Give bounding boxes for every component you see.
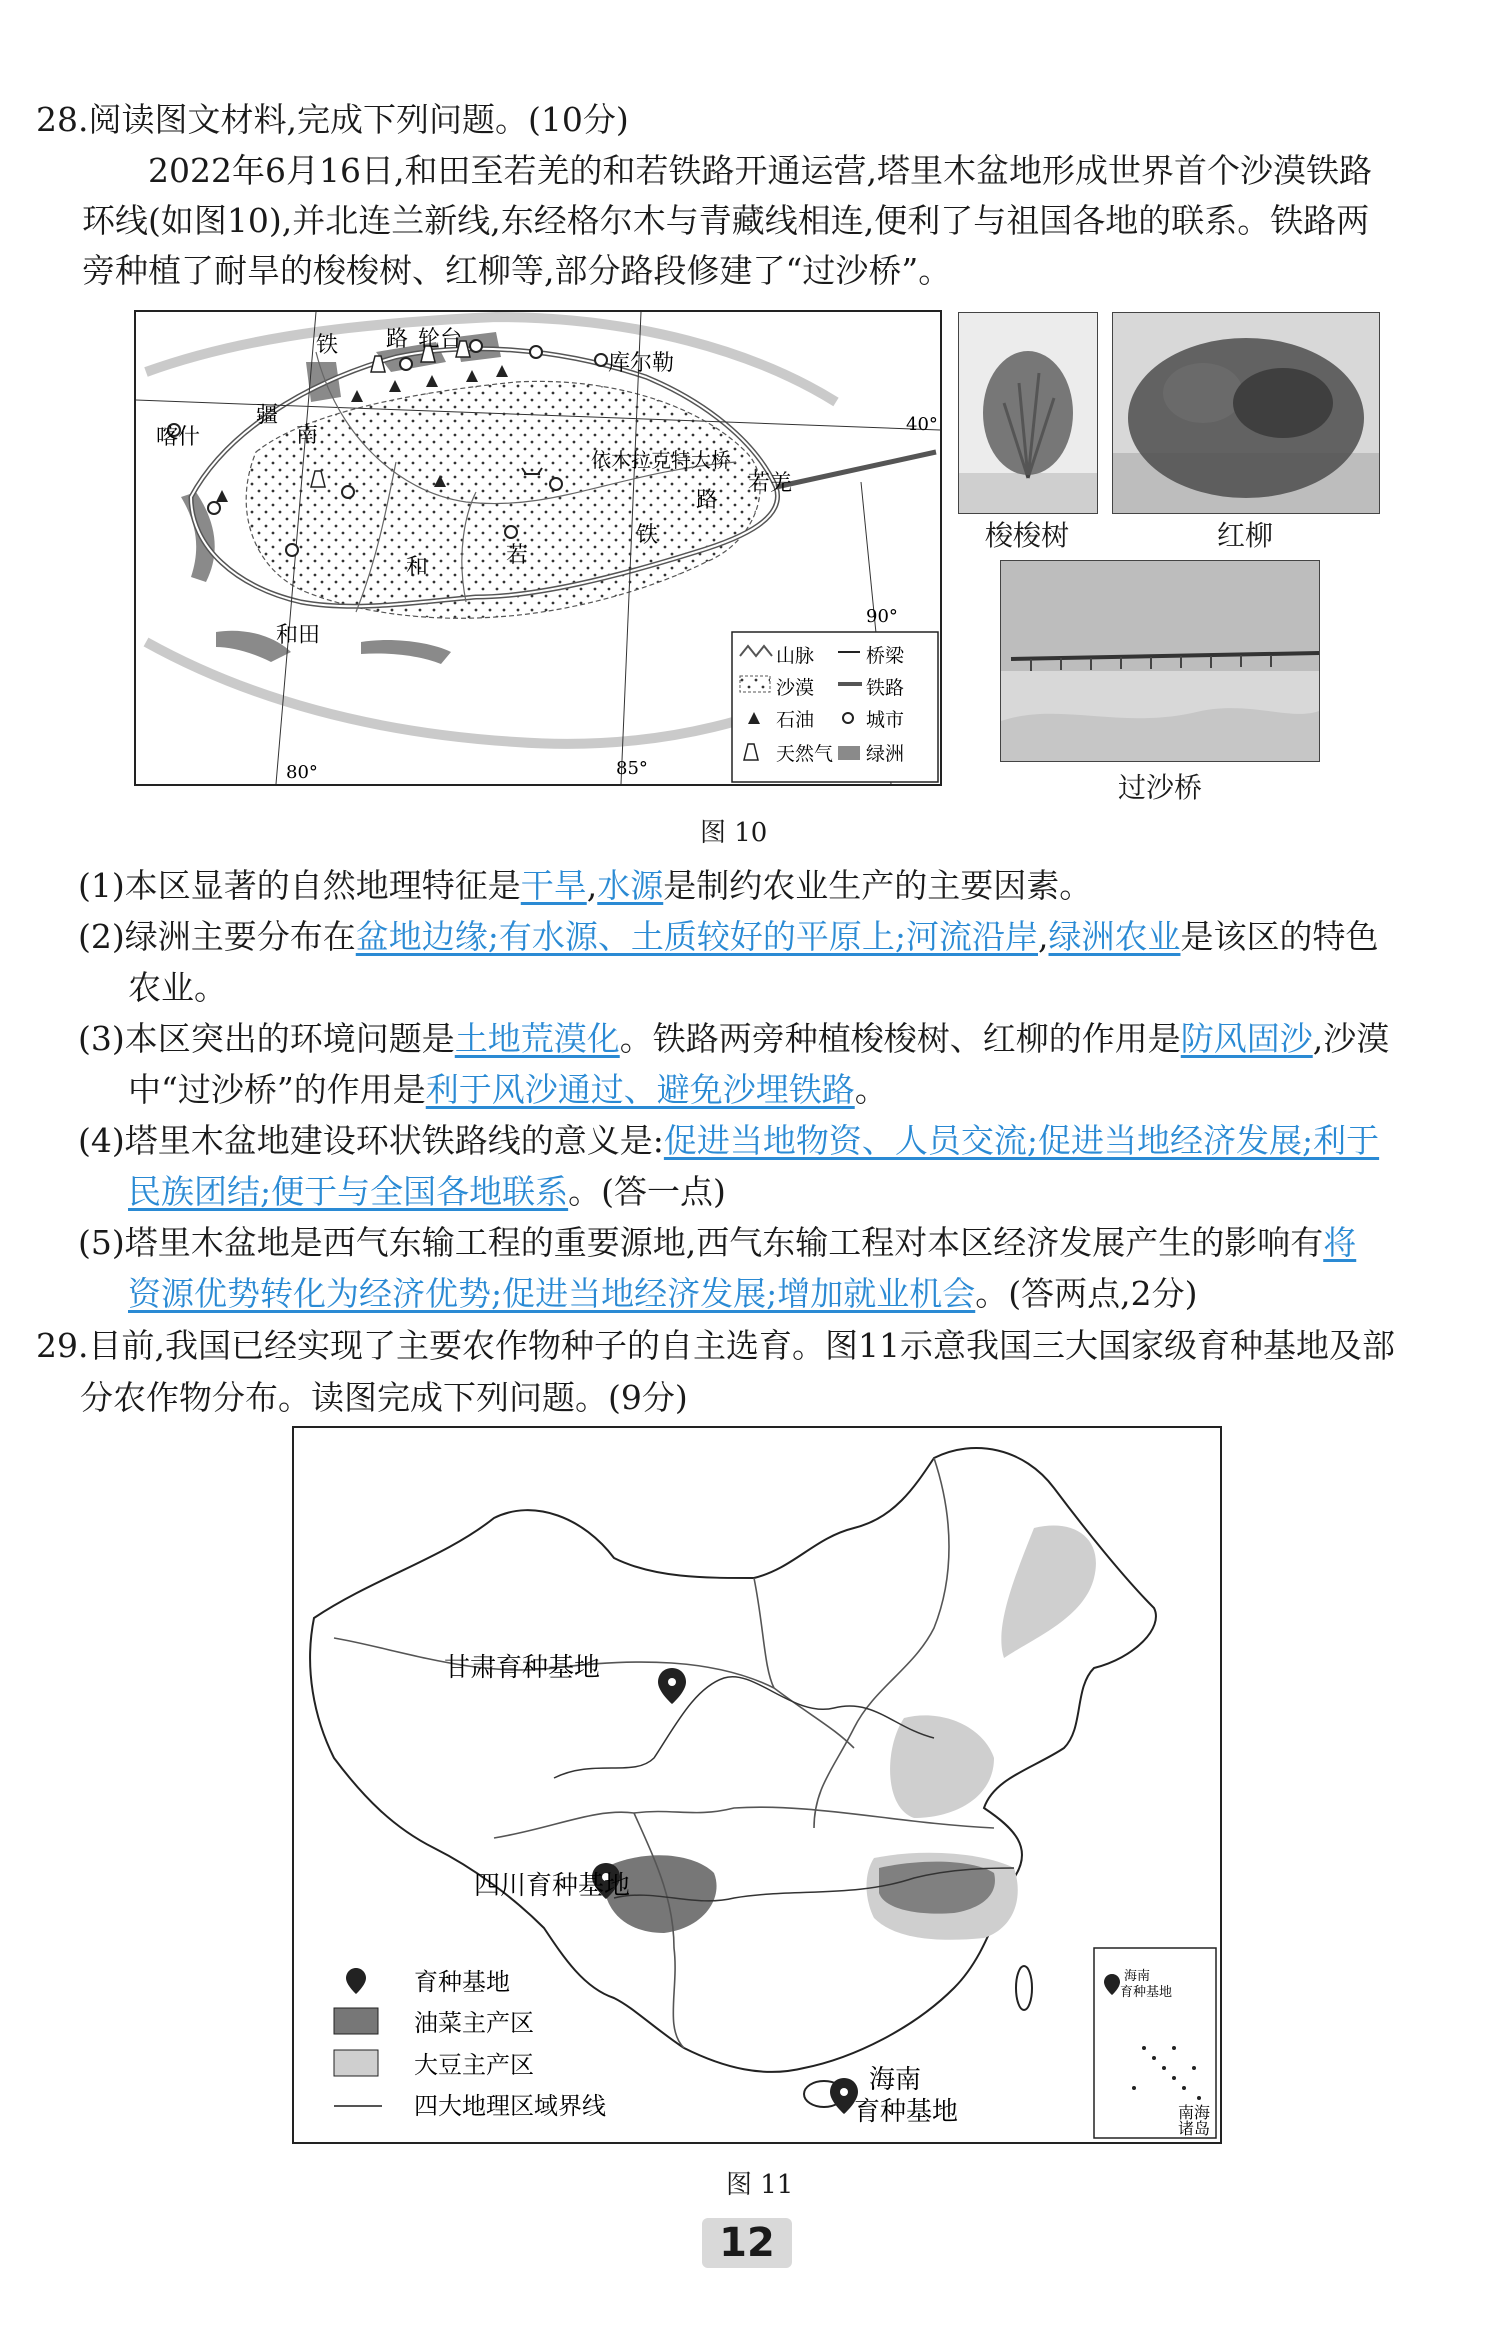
- city-dot: [550, 478, 562, 490]
- answer: 干旱: [520, 866, 587, 905]
- legend-gas: 天然气: [776, 743, 834, 765]
- q28-sub4: (4)塔里木盆地建设环状铁路线的意义是:促进当地物资、人员交流;促进当地经济发展;利于 民族团结;便于与全国各地联系。(答一点): [78, 1121, 1380, 1211]
- answer: 民族团结;便于与全国各地联系: [128, 1172, 569, 1211]
- q28-sub5: (5)塔里木盆地是西气东输工程的重要源地,西气东输工程对本区经济发展产生的影响有将 资源优势转化为经济优势;促进当地经济发展;增加就业机会。(答两点,2分): [78, 1223, 1357, 1313]
- desert-area: [246, 381, 760, 618]
- city-dot: [595, 354, 607, 366]
- saxaul-tree-image: [959, 313, 1097, 513]
- answer: 绿洲农业: [1048, 917, 1181, 956]
- legend-desert: 沙漠: [776, 677, 815, 699]
- answer: 防风固沙: [1180, 1019, 1313, 1058]
- city-dot: [286, 544, 298, 556]
- china-map: [294, 1428, 1220, 2142]
- tarim-basin-map: [136, 312, 940, 784]
- city-label-kashi: 喀什: [156, 425, 201, 450]
- figure-10-map: [134, 310, 942, 786]
- city-dot: [208, 502, 220, 514]
- legend-base: 育种基地: [414, 1968, 510, 1996]
- q29-title: 29.目前,我国已经实现了主要农作物种子的自主选育。图11示意我国三大国家级育种基地及部 分农作物分布。读图完成下列问题。(9分): [36, 1326, 1395, 1417]
- city-dot: [505, 526, 517, 538]
- caption-saxaul: 梭梭树: [984, 519, 1069, 552]
- railway-east: [776, 452, 936, 487]
- photo-tamarisk: [1112, 312, 1380, 514]
- inset-islands-label-2: 诸岛: [1178, 2119, 1211, 2138]
- legend-rapeseed: 油菜主产区: [414, 2009, 534, 2037]
- photo-sand-bridge: [1000, 560, 1320, 762]
- legend-soybean: 大豆主产区: [414, 2051, 534, 2079]
- rail-char: 若: [506, 543, 529, 568]
- rail-char: 路: [696, 488, 719, 513]
- legend-boundary: 四大地理区域界线: [414, 2092, 606, 2120]
- hainan-base-label-1: 海南: [869, 2065, 922, 2095]
- q28-sub1: (1)本区显著的自然地理特征是干旱,水源是制约农业生产的主要因素。: [78, 866, 1093, 905]
- inset-label-1: 海南: [1124, 1969, 1151, 1984]
- q28-sub2: (2)绿洲主要分布在盆地边缘;有水源、土质较好的平原上;河流沿岸,绿洲农业是该区的特色 农业。: [78, 917, 1379, 1007]
- page-number: 12: [702, 2218, 792, 2268]
- answer: 土地荒漠化: [454, 1019, 620, 1058]
- answer: 利于风沙通过、避免沙埋铁路: [425, 1070, 855, 1109]
- lat-label: 40°: [906, 414, 938, 435]
- lon-label: 90°: [866, 606, 898, 627]
- oasis: [361, 640, 451, 664]
- answer: 盆地边缘;有水源、土质较好的平原上;河流沿岸: [355, 917, 1038, 956]
- legend-city: 城市: [866, 709, 905, 731]
- lon-label: 85°: [616, 758, 648, 779]
- answer: 资源优势转化为经济优势;促进当地经济发展;增加就业机会: [128, 1274, 976, 1313]
- gansu-base-label: 甘肃育种基地: [444, 1653, 601, 1683]
- city-dot: [342, 486, 354, 498]
- rail-char: 铁: [316, 333, 339, 358]
- map-legend: [732, 632, 938, 782]
- legend-oil: 石油: [776, 709, 815, 731]
- q28-material-line2: 环线(如图10),并北连兰新线,东经格尔木与青藏线相连,便利了与祖国各地的联系。铁路两: [82, 201, 1370, 240]
- caption-sand-bridge: 过沙桥: [1117, 771, 1202, 804]
- figure-10-label: 图 10: [700, 818, 768, 848]
- sichuan-base-label: 四川育种基地: [474, 1871, 631, 1901]
- q28-material-line1: 2022年6月16日,和田至若羌的和若铁路开通运营,塔里木盆地形成世界首个沙漠铁路: [148, 151, 1372, 190]
- legend-railway: 铁路: [866, 677, 905, 699]
- china-map-legend: [334, 1968, 606, 2120]
- city-label-luntai: 轮台: [418, 327, 463, 352]
- answer: 促进当地物资、人员交流;促进当地经济发展;利于: [663, 1121, 1380, 1160]
- legend-oasis: 绿洲: [866, 743, 905, 765]
- city-label-ruoqiang: 若羌: [748, 471, 793, 496]
- rail-char: 铁: [636, 523, 659, 548]
- inset-label-2: 育种基地: [1120, 1985, 1173, 2000]
- sand-bridge-image: [1001, 561, 1319, 761]
- bridge-label: 依木拉克特大桥: [591, 448, 731, 472]
- legend-bridge: 桥梁: [866, 645, 905, 667]
- answer: 水源: [597, 866, 664, 905]
- city-dot: [400, 358, 412, 370]
- figure-11-label: 图 11: [726, 2170, 794, 2200]
- legend-mountain: 山脉: [776, 645, 815, 667]
- city-dot: [470, 340, 482, 352]
- rail-char: 南: [296, 423, 319, 448]
- tamarisk-image: [1113, 313, 1379, 513]
- inset-islands-label-1: 南海: [1178, 2103, 1211, 2122]
- q28-sub3: (3)本区突出的环境问题是土地荒漠化。铁路两旁种植梭梭树、红柳的作用是防风固沙,沙漠 中“过沙桥”的作用是利于风沙通过、避免沙埋铁路。: [78, 1019, 1390, 1109]
- south-china-sea-inset: [1094, 1948, 1216, 2138]
- q28-title: 28.阅读图文材料,完成下列问题。(10分): [36, 100, 629, 139]
- q28-material-line3: 旁种植了耐旱的梭梭树、红柳等,部分路段修建了“过沙桥”。: [82, 251, 952, 290]
- rail-char: 疆: [256, 403, 279, 428]
- city-label-korla: 库尔勒: [608, 351, 675, 376]
- city-dot: [530, 346, 542, 358]
- rail-char: 路: [386, 327, 409, 352]
- figure-11-map: [292, 1426, 1222, 2144]
- city-label-hotan: 和田: [276, 623, 321, 648]
- caption-tamarisk: 红柳: [1216, 519, 1273, 552]
- answer: 将: [1323, 1223, 1357, 1262]
- hainan-base-label-2: 育种基地: [854, 2097, 959, 2127]
- rail-char: 和: [406, 555, 429, 580]
- taiwan-island: [1016, 1966, 1032, 2010]
- photo-saxaul: [958, 312, 1098, 514]
- lon-label: 80°: [286, 762, 318, 783]
